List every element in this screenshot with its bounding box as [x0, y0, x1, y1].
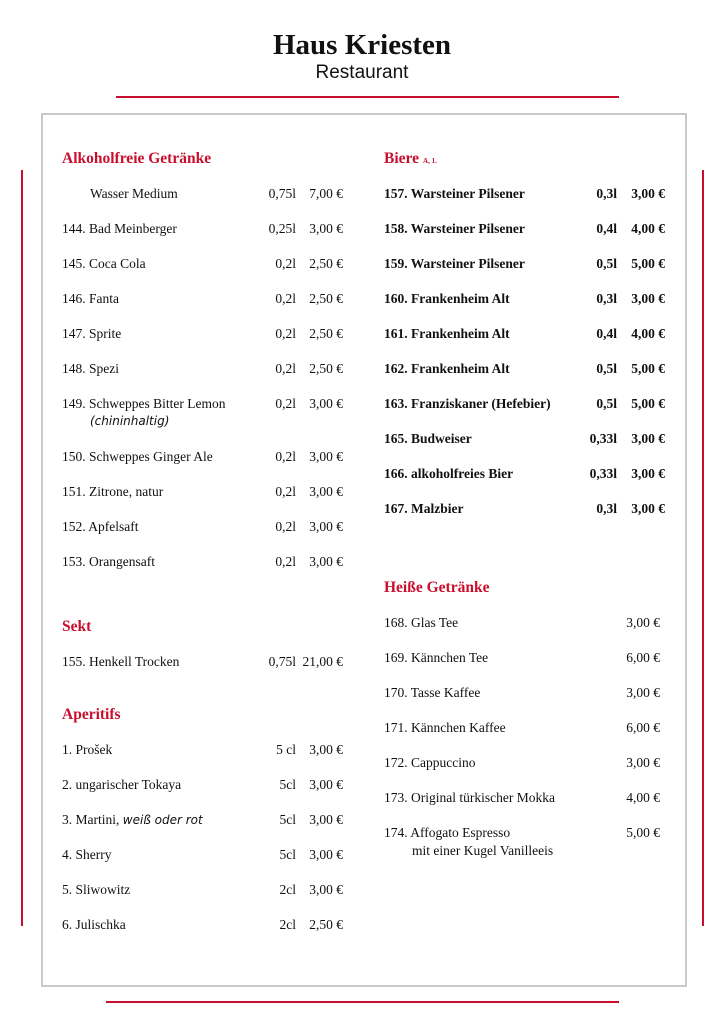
menu-item [384, 675, 660, 710]
item-name-text: 160. Frankenheim Alt [384, 291, 510, 306]
item-name [62, 732, 112, 767]
item-name [384, 386, 551, 421]
item-name [384, 710, 506, 745]
item-name [384, 351, 510, 386]
item-name [384, 605, 458, 640]
menu-item [384, 316, 665, 351]
section-title: Heiße Getränke [384, 579, 490, 596]
menu-item [384, 815, 660, 868]
item-name [62, 509, 139, 544]
item-name [384, 176, 525, 211]
item-name-text: Wasser Medium [90, 186, 178, 201]
item-volume: 2cl [279, 917, 296, 932]
menu-item [384, 211, 665, 246]
item-description: (chininhaltig) [90, 414, 170, 428]
item-name-text: 149. Schweppes Bitter Lemon [62, 396, 226, 411]
item-volume: 0,2l [275, 484, 296, 499]
item-name-text: 3. Martini, [62, 812, 120, 827]
item-volume: 0,2l [275, 554, 296, 569]
item-name [62, 544, 155, 579]
item-volume: 0,2l [275, 396, 296, 411]
item-name-text: 152. Apfelsaft [62, 519, 139, 534]
item-volume: 0,3l [596, 291, 617, 306]
item-name-text: 2. ungarischer Tokaya [62, 777, 182, 792]
item-name-text: 173. Original türkischer Mokka [384, 790, 555, 805]
section-title: Sekt [62, 618, 92, 635]
item-volume: 0,33l [589, 431, 617, 446]
item-name-text: 166. alkoholfreies Bier [384, 466, 514, 481]
section-heading [62, 697, 343, 732]
item-price: 3,00 € [309, 812, 343, 827]
item-name-text: 145. Coca Cola [62, 256, 146, 271]
menu-item [62, 644, 343, 679]
right-accent-line [702, 170, 704, 926]
menu-item [62, 872, 343, 907]
item-price: 3,00 € [309, 396, 343, 411]
menu-item [62, 439, 343, 474]
item-name-text: 172. Cappuccino [384, 755, 476, 770]
item-price: 2,50 € [309, 326, 343, 341]
item-price: 3,00 € [309, 519, 343, 534]
item-name-text: 5. Sliwowitz [62, 882, 131, 897]
item-name-text: 167. Malzbier [384, 501, 464, 516]
item-name [62, 474, 163, 509]
item-name [384, 640, 488, 675]
item-price: 3,00 € [631, 431, 665, 446]
item-name-text: 168. Glas Tee [384, 615, 459, 630]
item-name-text: 1. Prošek [62, 742, 113, 757]
item-volume: 0,3l [596, 501, 617, 516]
item-price: 3,00 € [626, 755, 660, 770]
menu-item [384, 281, 665, 316]
item-volume: 0,3l [596, 186, 617, 201]
menu-item [62, 474, 343, 509]
item-name [384, 246, 525, 281]
menu-item [62, 211, 343, 246]
item-volume: 0,5l [596, 361, 617, 376]
menu-item [62, 176, 343, 211]
item-name [384, 780, 555, 815]
item-price: 2,50 € [309, 917, 343, 932]
item-volume: 0,2l [275, 449, 296, 464]
item-price: 3,00 € [631, 501, 665, 516]
menu-item [62, 509, 343, 544]
menu-item [384, 745, 660, 780]
menu-item [384, 491, 665, 526]
item-volume: 0,2l [275, 519, 296, 534]
item-name [384, 491, 463, 526]
item-name-text: 153. Orangensaft [62, 554, 155, 569]
item-price: 2,50 € [309, 256, 343, 271]
left-accent-line [21, 170, 23, 926]
item-volume: 0,4l [596, 221, 617, 236]
item-name [62, 316, 121, 351]
item-price: 2,50 € [309, 361, 343, 376]
menu-item [62, 351, 343, 386]
item-name [384, 456, 513, 491]
section-heisse-getraenke [384, 570, 660, 868]
menu-item [62, 767, 343, 802]
menu-item [62, 802, 343, 837]
item-price: 3,00 € [631, 466, 665, 481]
menu-item [384, 421, 665, 456]
menu-item [384, 456, 665, 491]
item-name-text: 144. Bad Meinberger [62, 221, 177, 236]
menu-item [62, 246, 343, 281]
item-name [62, 246, 146, 281]
section-heading [384, 141, 665, 176]
restaurant-subtitle: Restaurant [315, 62, 409, 83]
item-price: 3,00 € [631, 186, 665, 201]
section-heading [62, 141, 343, 176]
menu-item [384, 176, 665, 211]
item-volume: 0,2l [275, 361, 296, 376]
item-name [62, 907, 126, 942]
item-price: 3,00 € [309, 847, 343, 862]
item-name-text: 171. Kännchen Kaffee [384, 720, 506, 735]
item-name [384, 675, 480, 710]
item-description: mit einer Kugel Vanilleeis [412, 843, 554, 858]
item-price: 5,00 € [631, 256, 665, 271]
item-name [384, 211, 525, 246]
item-volume: 0,25l [268, 221, 296, 236]
menu-item [62, 544, 343, 579]
item-name-text: 161. Frankenheim Alt [384, 326, 510, 341]
item-name-text: 150. Schweppes Ginger Ale [62, 449, 213, 464]
menu-item [384, 246, 665, 281]
item-name-text: 6. Julischka [62, 917, 126, 932]
section-heading [62, 609, 343, 644]
item-name-text: 165. Budweiser [384, 431, 472, 446]
restaurant-title: Haus Kriesten [272, 29, 452, 61]
menu-item [384, 386, 665, 421]
item-name-text: 170. Tasse Kaffee [384, 685, 481, 700]
item-price: 7,00 € [309, 186, 343, 201]
section-biere [384, 141, 665, 526]
section-aperitifs [62, 697, 343, 942]
item-name-text: 158. Warsteiner Pilsener [384, 221, 525, 236]
menu-item [62, 281, 343, 316]
item-volume: 0,75l [268, 186, 296, 201]
item-name [62, 767, 181, 802]
item-volume: 5 cl [276, 742, 296, 757]
item-volume: 0,2l [275, 326, 296, 341]
item-price: 3,00 € [309, 221, 343, 236]
menu-item [384, 710, 660, 745]
item-price: 6,00 € [626, 720, 660, 735]
section-title: Aperitifs [62, 706, 121, 723]
allergen-note: A, 1. [423, 157, 437, 165]
item-price: 3,00 € [309, 449, 343, 464]
item-price: 6,00 € [626, 650, 660, 665]
item-price: 4,00 € [626, 790, 660, 805]
item-price: 5,00 € [631, 361, 665, 376]
item-price: 3,00 € [631, 291, 665, 306]
item-price: 3,00 € [626, 685, 660, 700]
item-price: 3,00 € [309, 554, 343, 569]
item-name [384, 281, 510, 316]
item-name-text: 162. Frankenheim Alt [384, 361, 510, 376]
item-name [384, 745, 475, 780]
menu-item [62, 316, 343, 351]
item-name [62, 211, 177, 246]
item-name [384, 316, 510, 351]
menu-item [62, 907, 343, 942]
item-name-text: 155. Henkell Trocken [62, 654, 180, 669]
item-volume: 0,33l [589, 466, 617, 481]
item-volume: 0,5l [596, 256, 617, 271]
menu-item [62, 732, 343, 767]
item-volume: 0,5l [596, 396, 617, 411]
item-volume: 2cl [279, 882, 296, 897]
item-name-text: 169. Kännchen Tee [384, 650, 489, 665]
menu-item [384, 605, 660, 640]
item-name-text: 4. Sherry [62, 847, 112, 862]
item-volume: 5cl [279, 812, 296, 827]
item-price: 5,00 € [626, 825, 660, 840]
item-price: 2,50 € [309, 291, 343, 306]
item-name [62, 644, 179, 679]
item-price: 4,00 € [631, 221, 665, 236]
item-volume: 0,2l [275, 256, 296, 271]
menu-item [62, 837, 343, 872]
menu-item [384, 780, 660, 815]
item-name-text: 146. Fanta [62, 291, 119, 306]
item-price: 3,00 € [626, 615, 660, 630]
item-price: 3,00 € [309, 777, 343, 792]
item-price: 4,00 € [631, 326, 665, 341]
item-volume: 0,4l [596, 326, 617, 341]
item-name [62, 439, 213, 474]
top-divider [116, 96, 619, 98]
item-name [62, 872, 130, 907]
menu-item [384, 351, 665, 386]
item-price: 3,00 € [309, 882, 343, 897]
item-name-text: 151. Zitrone, natur [62, 484, 164, 499]
bottom-divider [106, 1001, 619, 1003]
item-note: weiß oder rot [122, 813, 203, 827]
item-volume: 0,75l [268, 654, 296, 669]
menu-item [384, 640, 660, 675]
item-name-text: 157. Warsteiner Pilsener [384, 186, 525, 201]
section-title: Biere [384, 150, 420, 167]
section-alkoholfreie-getraenke [62, 141, 343, 579]
section-sekt [62, 609, 343, 679]
section-heading [384, 570, 660, 605]
item-name-text: 159. Warsteiner Pilsener [384, 256, 525, 271]
section-title: Alkoholfreie Getränke [62, 150, 212, 167]
item-name-text: 148. Spezi [62, 361, 119, 376]
item-price: 21,00 € [302, 654, 343, 669]
item-name-text: 163. Franziskaner (Hefebier) [384, 396, 551, 411]
menu-item [62, 386, 343, 439]
item-price: 3,00 € [309, 484, 343, 499]
item-name [62, 281, 119, 316]
item-name [62, 837, 112, 872]
item-volume: 0,2l [275, 291, 296, 306]
item-name-text: 147. Sprite [62, 326, 122, 341]
item-name [90, 176, 178, 211]
item-name [62, 351, 119, 386]
item-volume: 5cl [279, 777, 296, 792]
item-volume: 5cl [279, 847, 296, 862]
item-price: 5,00 € [631, 396, 665, 411]
item-name [384, 421, 472, 456]
item-name-text: 174. Affogato Espresso [384, 825, 511, 840]
item-name [62, 802, 203, 838]
item-price: 3,00 € [309, 742, 343, 757]
